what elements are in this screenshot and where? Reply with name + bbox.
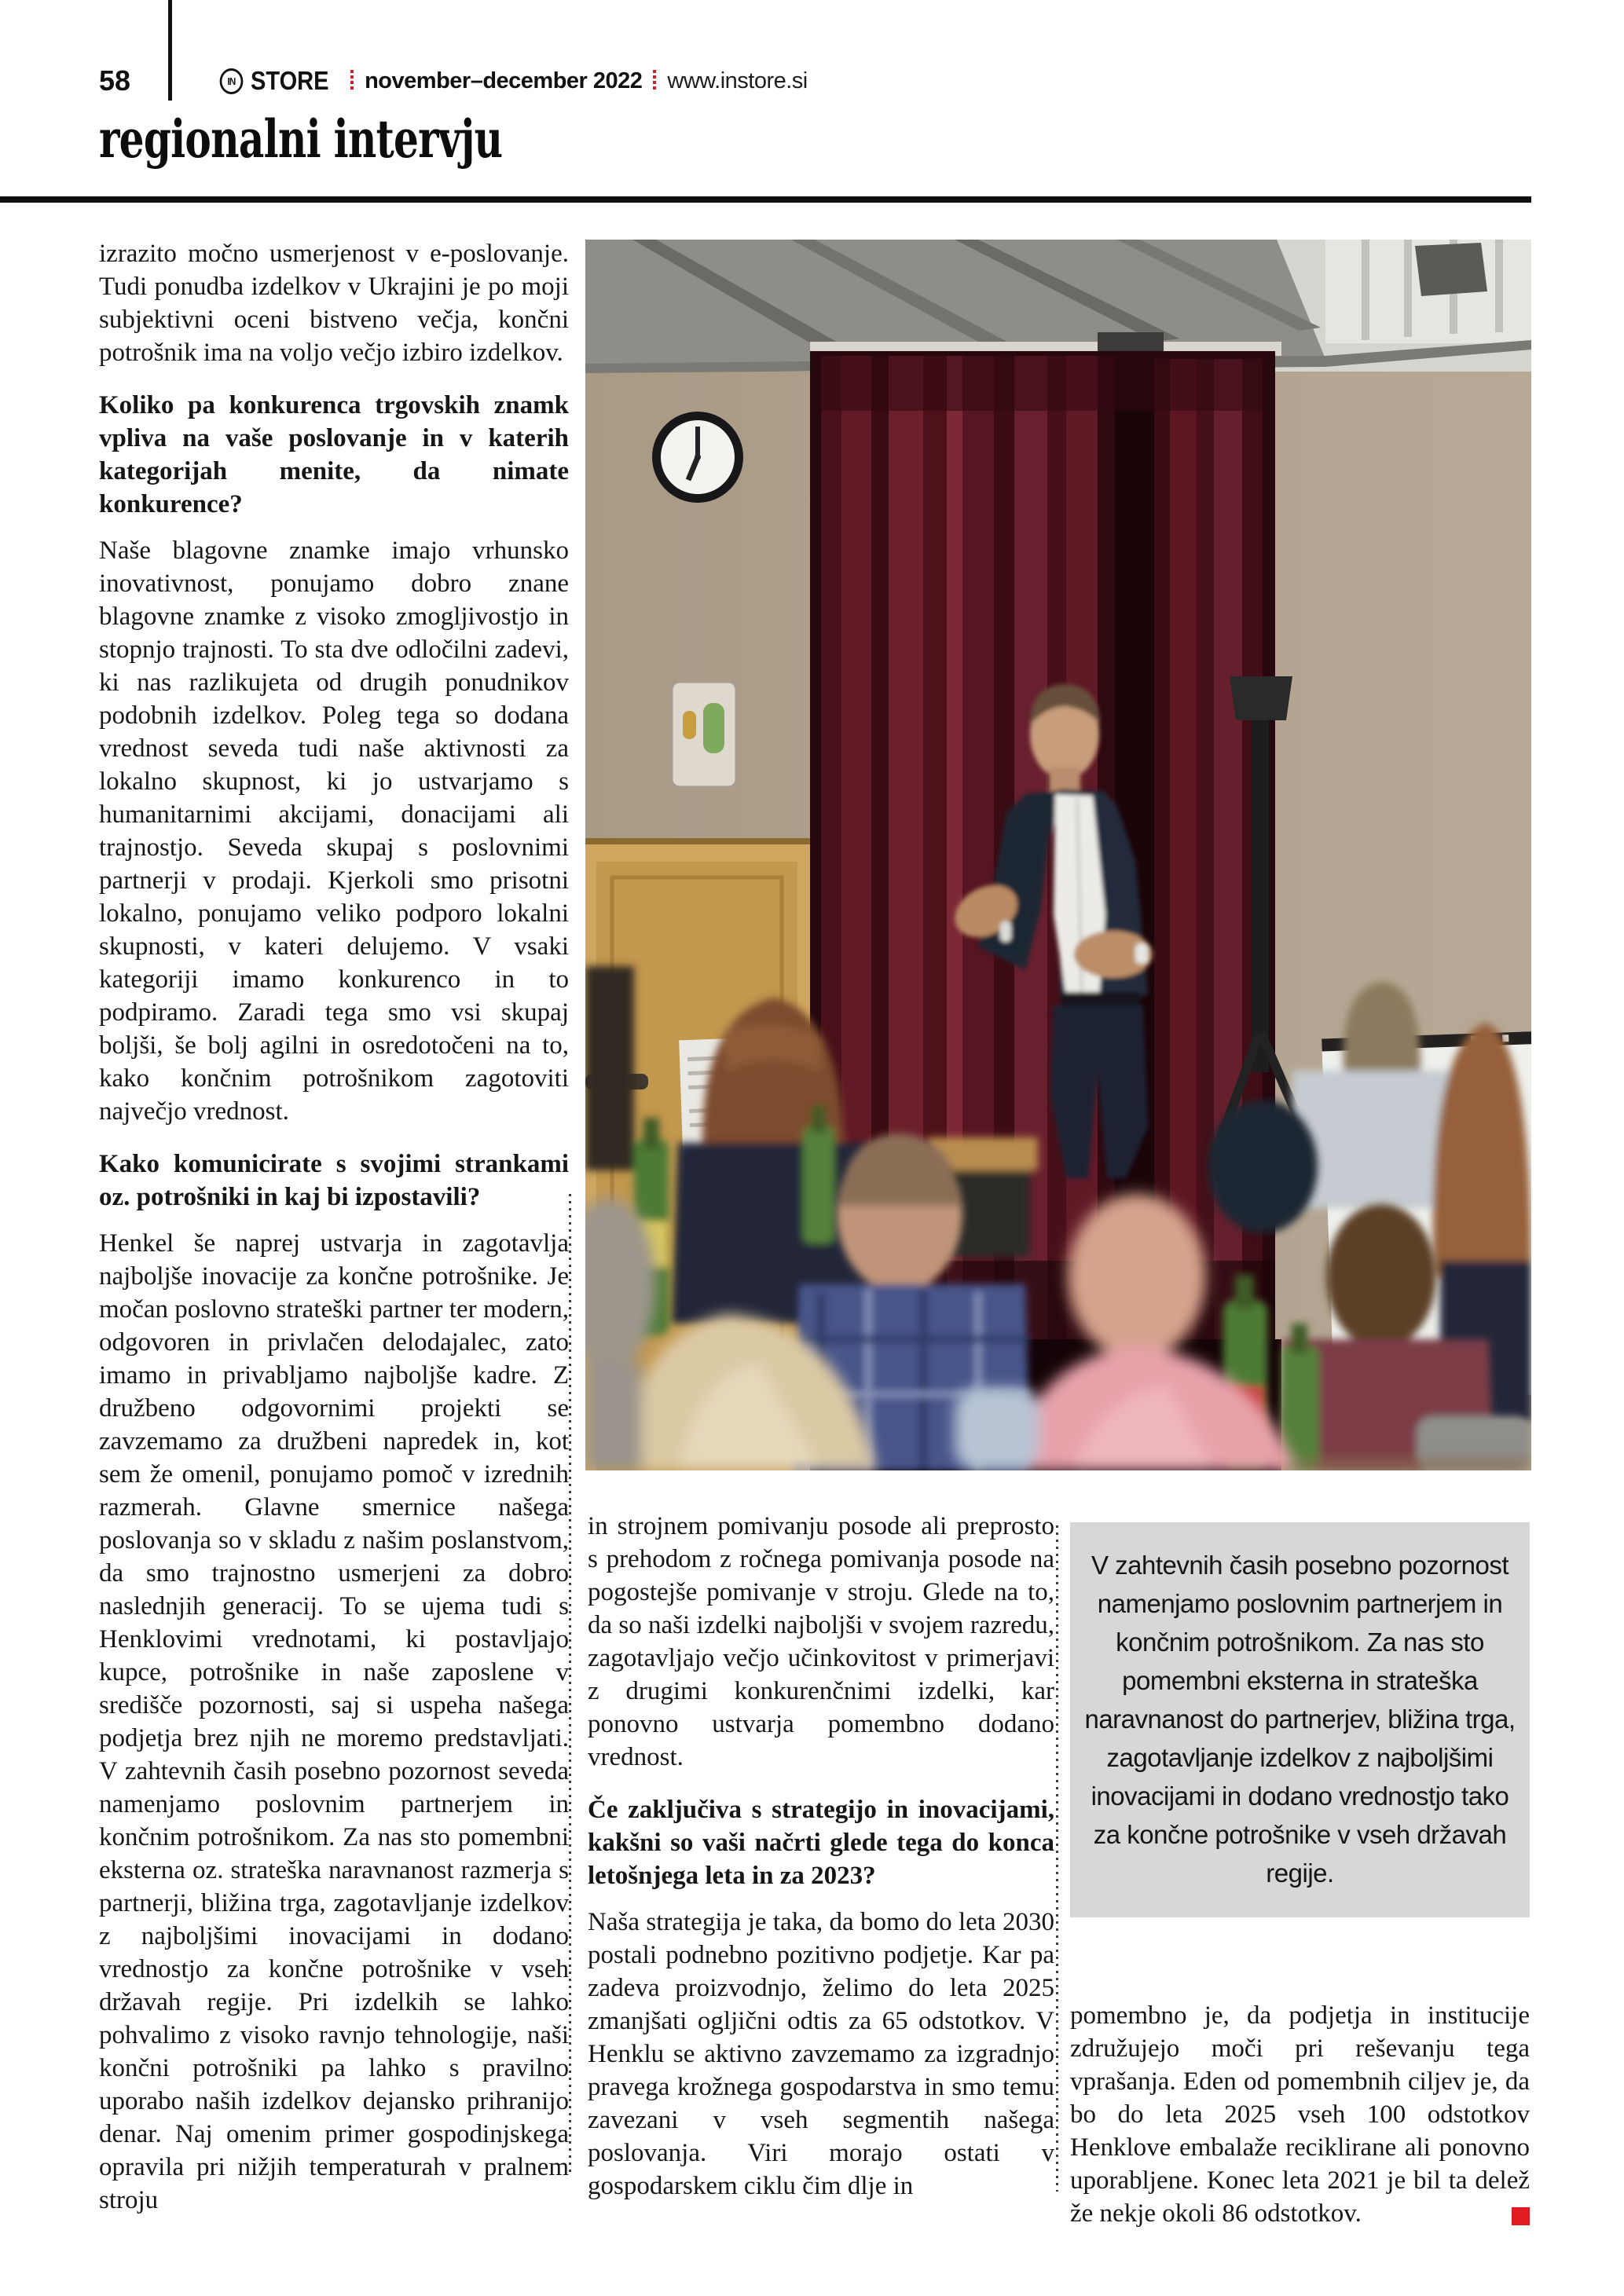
header-rule bbox=[0, 196, 1531, 203]
interview-question: Koliko pa konkurenca trgovskih znamk vpliva na vaše poslovanje in v katerih kategorijah menite, da nimate konkurence? bbox=[99, 391, 569, 518]
right-column bbox=[1070, 1999, 1530, 2230]
masthead-divider-bar bbox=[168, 0, 172, 101]
page-number: 58 bbox=[99, 64, 131, 97]
column-rule-dotted bbox=[1056, 1525, 1058, 2192]
paragraph: in strojnem pomivanju posode ali preprosto s prehodom z ročnega pomivanja posode na pogostejše pomivanje v stroju. Glede na to, da so naši izdelki najboljši v svojem razredu, zagotavljajo večjo učinkovitost v primerjavi z drugimi konkurenčnimi izdelki, kar ponovno ustvarja pomembno dodano vrednost. bbox=[588, 1512, 1054, 1771]
column-rule-dotted bbox=[569, 1194, 571, 2172]
paragraph: Naše blagovne znamke imajo vrhunsko inovativnost, ponujamo dobro znane blagovne znamke z visoko zmogljivostjo in stopnjo trajnosti. To sta dve odločilni zadevi, ki nas razlikujeta od drugih ponudnikov podobnih izdelkov. Poleg tega so dodana vrednost seveda tudi naše aktivnosti za lokalno skupnost, ki jo ustvarjamo s humanitarnimi akcijami, donacijami ali trajnostjo. Seveda skupaj s poslovnimi partnerji v prodaji. Kjerkoli smo prisotni lokalno, ponujamo veliko podporo lokalni skupnosti, v kateri delujemo. V vsaki kategoriji imamo konkurenco in to podpiramo. Zaradi tega smo vsi skupaj boljši, še bolj agilni in osredotočeni na to, kako končnim potrošnikom zagotoviti največjo vrednost. bbox=[99, 536, 569, 1126]
left-column bbox=[99, 237, 569, 2256]
paragraph: izrazito močno usmerjenost v e-poslovanje. Tudi ponudba izdelkov v Ukrajini je po moji subjektivni oceni bistveno večja, končni potrošnik ima na voljo večjo izbiro izdelkov. bbox=[99, 240, 569, 367]
website-url: www.instore.si bbox=[667, 68, 808, 93]
article-photo bbox=[585, 240, 1531, 1470]
brand-name: STORE bbox=[251, 66, 329, 95]
dotted-separator-icon bbox=[350, 70, 354, 92]
middle-column bbox=[588, 1510, 1054, 2225]
section-title: regionalni intervju bbox=[99, 108, 503, 170]
door-sign-switch bbox=[672, 682, 736, 787]
interview-question: Kako komunicirate s svojimi strankami oz. potrošniki in kaj bi izpostavili? bbox=[99, 1150, 569, 1211]
paragraph: Henkel še naprej ustvarja in zagotavlja najboljše inovacije za končne potrošnike. Je močan poslovno strateški partner ter modern, odgovoren in privlačen delodajalec, zato imamo in privabljamo najboljše kadre. Z družbeno odgovornimi projekti se zavzemamo za družbeni napredek in, kot sem že omenil, ponujamo pomoč v izrednih razmerah. Glavne smernice našega poslovanja so v skladu z našim poslanstvom, da smo trajnostno usmerjeni za dobro naslednjih generacij. To se ujema tudi s Henklovimi vrednotami, ki postavljajo kupce, potrošnike in naše zaposlene v središče pozornosti, saj si uspeha našega podjetja brez njih ne moremo predstavljati. V zahtevnih časih posebno pozornost seveda namenjamo poslovnim partnerjem in končnim potrošnikom. Za nas sto pomembni eksterna oz. strateška naravnanost razmerja s partnerji, bližina trga, zagotavljanje izdelkov z najboljšimi inovacijami in dodano vrednostjo za končne potrošnike v vseh državah regije. Pri izdelkih se lahko pohvalimo z visoko ravnjo tehnologije, naši končni potrošniki pa lahko s pravilno uporabo naših izdelkov dejansko prihranijo denar. Naj omenim primer gospodinjskega opravila pri nižjih temperaturah v pralnem stroju bbox=[99, 1229, 569, 2214]
interview-question: Če zaključiva s strategijo in inovacijami, kakšni so vaši načrti glede tega do konca letošnjega leta in za 2023? bbox=[588, 1796, 1054, 1890]
in-circle-icon: IN bbox=[220, 68, 244, 94]
dotted-separator-icon bbox=[653, 70, 656, 92]
paragraph: pomembno je, da podjetja in institucije združujejo moči pri reševanju tega vprašanja. Eden od pomembnih ciljev je, da bo do leta 2025 vseh 100 odstotkov Henklove embalaže reciklirane ali ponovno uporabljene. Konec leta 2021 je bil ta delež že nekje okoli 86 odstotkov. bbox=[1070, 2001, 1530, 2228]
masthead bbox=[218, 68, 808, 94]
issue-date: november–december 2022 bbox=[365, 68, 643, 93]
article-end-mark bbox=[1512, 2207, 1530, 2225]
pull-quote-box: V zahtevnih časih posebno pozornost namenjamo poslovnim partnerjem in končnim potrošnikom. Za nas sto pomembni eksterna in strateška naravnanost do partnerjev, bližina trga, zagotavljanje izdelkov z najboljšimi inovacijami in dodano vrednostjo tako za končne potrošnike v vseh državah regije. bbox=[1070, 1522, 1530, 1917]
paragraph: Naša strategija je taka, da bomo do leta 2030 postali podnebno pozitivno podjetje. Kar pa zadeva proizvodnjo, želimo do leta 2025 zmanjšati ogljični odtis za 65 odstotkov. V Henklu se aktivno zavzemamo za izgradnjo pravega krožnega gospodarstva in smo temu zavezani v vseh segmentih našega poslovanja. Viri morajo ostati v gospodarskem ciklu čim dlje in bbox=[588, 1908, 1054, 2200]
wall-clock-icon bbox=[652, 412, 743, 503]
brand-logo bbox=[218, 66, 339, 96]
